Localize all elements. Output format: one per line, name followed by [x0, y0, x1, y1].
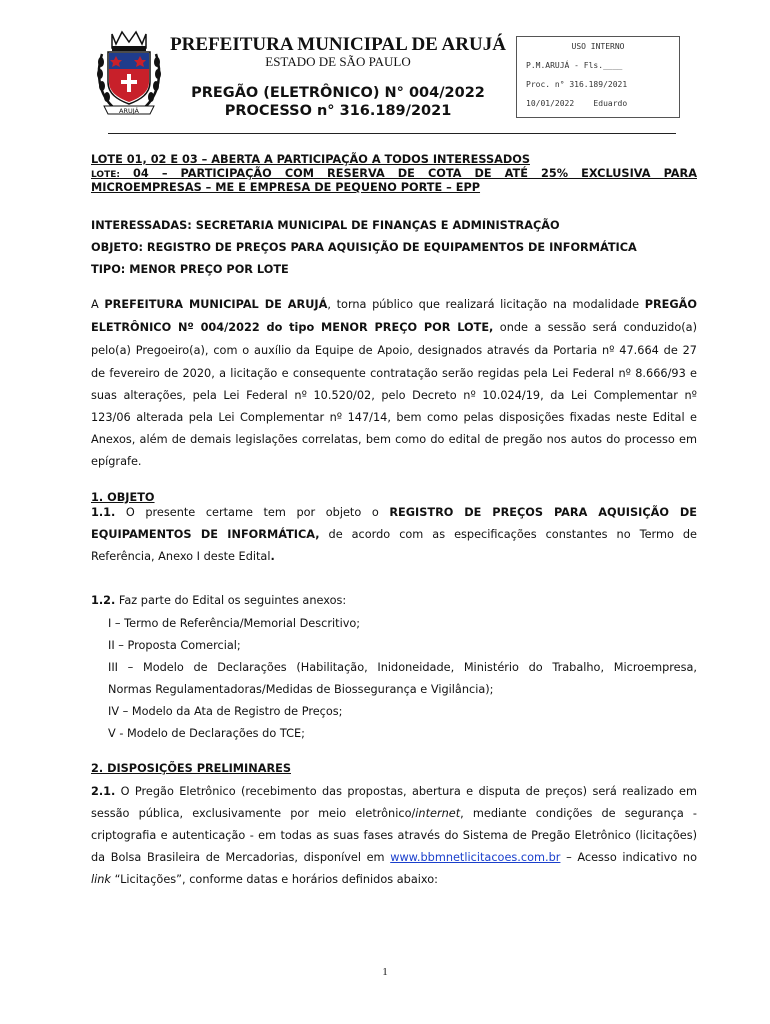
item-text: , mediante condições de segurança -: [460, 807, 697, 820]
item-text: O Pregão Eletrônico (recebimento das propostas, abertura e disputa de preços) será realizado em: [115, 785, 697, 798]
intro-line-6: 123/06 alterada pela Lei Complementar nº 147/14, bem como pelas disposições fixadas neste Edital e: [91, 411, 697, 424]
stamp-line-1: USO INTERNO: [571, 42, 625, 51]
lote-4-text: 04 – PARTICIPAÇÃO COM RESERVA DE COTA DE ATÉ 25% EXCLUSIVA PARA: [119, 167, 697, 180]
item-1-2-line: [91, 594, 346, 608]
intro-text: A: [91, 298, 105, 311]
tipo-line: TIPO: MENOR PREÇO POR LOTE: [91, 263, 289, 276]
item-2-1-line-4: [91, 851, 697, 865]
stamp-line-3: Proc. n° 316.189/2021: [526, 80, 628, 89]
item-number: 1.2.: [91, 594, 116, 607]
bbmnet-link[interactable]: www.bbmnetlicitacoes.com.br: [390, 851, 561, 864]
item-2-1-line-3: criptografia e autenticação - em todas as suas fases através do Sistema de Pregão Eletrônico (licitações): [91, 829, 697, 842]
item-1-1-line-2: [91, 528, 697, 542]
annex-item: V - Modelo de Declarações do TCE;: [108, 727, 305, 740]
item-text: O presente certame tem por objeto o: [115, 506, 390, 519]
state-subtitle: ESTADO DE SÃO PAULO: [265, 54, 411, 69]
intro-line-7: Anexos, além de demais legislações correlatas, bem como do edital de pregão nos autos do processo em: [91, 433, 697, 446]
pregao-heading: [175, 84, 501, 120]
item-1-1-line-1: [91, 506, 697, 520]
item-2-1-line-5: [91, 873, 438, 887]
objeto-line: OBJETO: REGISTRO DE PREÇOS PARA AQUISIÇÃO DE EQUIPAMENTOS DE INFORMÁTICA: [91, 241, 637, 254]
intro-text: onde a sessão será conduzido(a): [493, 321, 697, 334]
item-2-1-line-2: [91, 807, 697, 821]
intro-line-8: epígrafe.: [91, 455, 142, 468]
section-2-heading: 2. DISPOSIÇÕES PRELIMINARES: [91, 762, 291, 775]
intro-bold-org: PREFEITURA MUNICIPAL DE ARUJÁ: [104, 298, 328, 311]
item-number: 2.1.: [91, 785, 116, 798]
header-divider: [108, 133, 676, 134]
intro-bold-pregao: ELETRÔNICO Nº 004/2022 do tipo MENOR PREÇO POR LOTE,: [91, 321, 494, 334]
item-1-1-line-3: [91, 550, 275, 564]
lote-4-line: [91, 167, 697, 182]
item-text: – Acesso indicativo no: [560, 851, 697, 864]
coat-of-arms-icon: [94, 28, 164, 116]
processo-number: PROCESSO n° 316.189/2021: [224, 103, 452, 119]
intro-line-2: [91, 321, 697, 335]
annex-item: III – Modelo de Declarações (Habilitação, Inidoneidade, Ministério do Trabalho, Microempresa,: [108, 661, 697, 674]
item-2-1-line-1: [91, 785, 697, 799]
item-text: .: [270, 550, 275, 563]
intro-line-4: de fevereiro de 2020, a licitação e consequente contratação serão regidas pela Lei Federal nº 8.666/93 e: [91, 367, 697, 380]
annex-item-continuation: Normas Regulamentadoras/Medidas de Biossegurança e Vigilância);: [108, 683, 494, 696]
item-text: “Licitações”, conforme datas e horários definidos abaixo:: [110, 873, 438, 886]
item-italic-text: internet: [415, 807, 461, 820]
section-1-heading: 1. OBJETO: [91, 491, 155, 504]
annex-item: I – Termo de Referência/Memorial Descritivo;: [108, 617, 361, 630]
intro-bold-modalidade: PREGÃO: [644, 298, 698, 311]
item-text: de acordo com as especificações constantes no Termo de: [319, 528, 697, 541]
annex-item: II – Proposta Comercial;: [108, 639, 241, 652]
stamp-line-2: P.M.ARUJÁ - Fls.____: [526, 61, 623, 70]
item-text: sessão pública, exclusivamente por meio eletrônico/: [91, 807, 416, 820]
page-number: 1: [382, 966, 388, 978]
annex-item: IV – Modelo da Ata de Registro de Preços;: [108, 705, 343, 718]
svg-text:ARUJÁ: ARUJÁ: [119, 107, 139, 115]
item-text: Faz parte do Edital os seguintes anexos:: [115, 594, 347, 607]
intro-line-1: [91, 298, 697, 312]
intro-text: , torna público que realizará licitação na modalidade: [327, 298, 645, 311]
item-bold-text: REGISTRO DE PREÇOS PARA AQUISIÇÃO DE: [389, 506, 697, 519]
item-italic-text: link: [91, 873, 111, 886]
intro-line-3: pelo(a) Pregoeiro(a), com o auxílio da Equipe de Apoio, designados através da Portaria nº 47.664 de 27: [91, 344, 697, 357]
municipality-title: PREFEITURA MUNICIPAL DE ARUJÁ: [170, 34, 506, 55]
interessadas-line: INTERESSADAS: SECRETARIA MUNICIPAL DE FINANÇAS E ADMINISTRAÇÃO: [91, 219, 560, 232]
pregao-number: PREGÃO (ELETRÔNICO) N° 004/2022: [191, 85, 485, 101]
item-number: 1.1.: [91, 506, 116, 519]
intro-line-5: suas alterações, pela Lei Federal nº 10.520/02, pelo Decreto nº 10.024/19, da Lei Complementar nº: [91, 389, 697, 402]
lote-4-continuation: MICROEMPRESAS – ME E EMPRESA DE PEQUENO PORTE – EPP: [91, 181, 481, 194]
item-text: Referência, Anexo I deste Edital: [91, 550, 271, 563]
item-bold-text: EQUIPAMENTOS DE INFORMÁTICA,: [91, 528, 320, 541]
lote-label: LOTE:: [91, 170, 120, 180]
internal-use-stamp: [516, 36, 680, 118]
lote-1-3-line: LOTE 01, 02 E 03 – ABERTA A PARTICIPAÇÃO A TODOS INTERESSADOS: [91, 153, 530, 166]
item-text: da Bolsa Brasileira de Mercadorias, disponível em: [91, 851, 391, 864]
stamp-line-4: 10/01/2022 Eduardo: [526, 99, 628, 108]
